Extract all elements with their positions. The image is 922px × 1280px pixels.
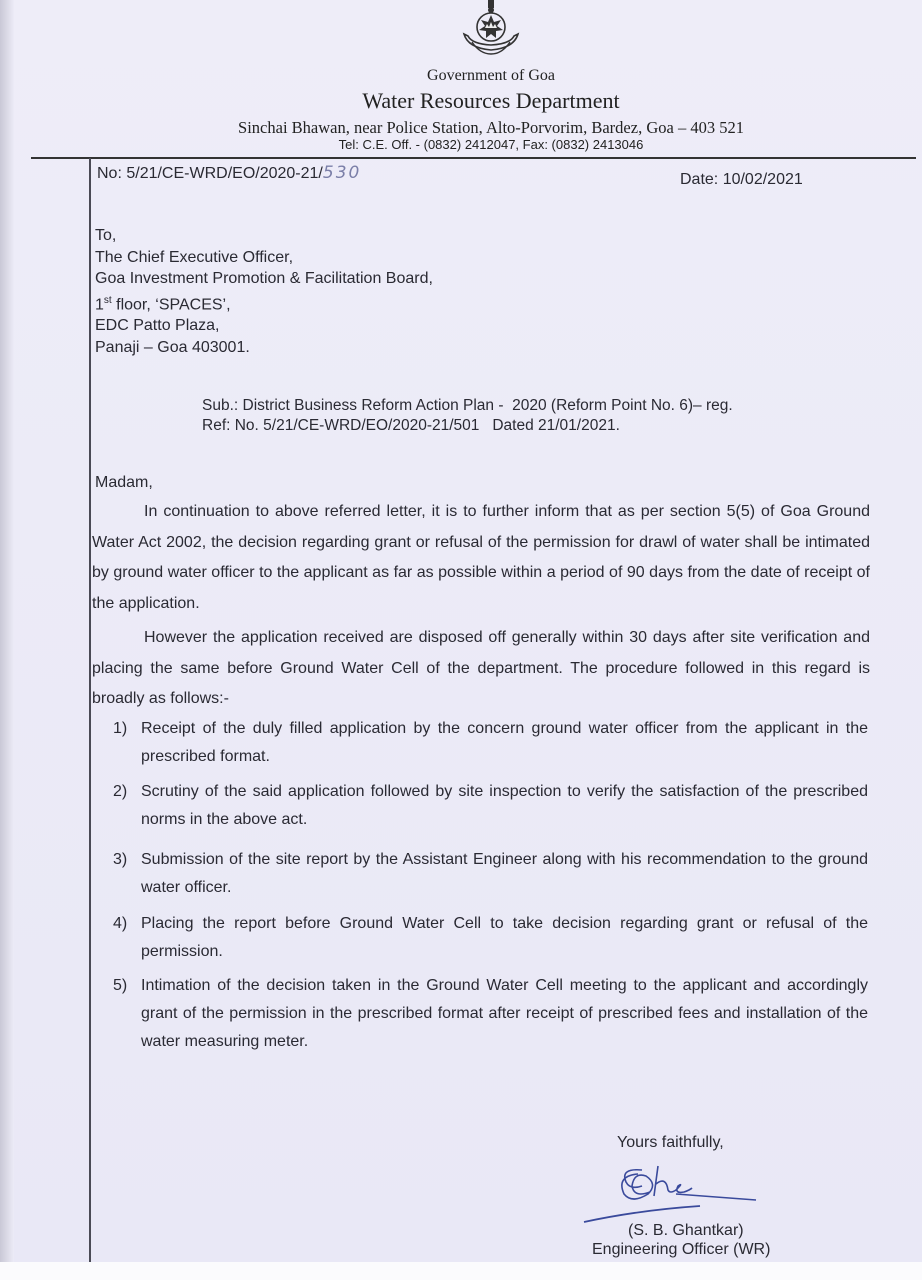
recipient-line: Goa Investment Promotion & Facilitation Board, bbox=[95, 270, 433, 287]
floor-ordinal: st bbox=[103, 294, 112, 306]
procedure-number: 1) bbox=[113, 720, 128, 737]
recipient-address bbox=[95, 225, 433, 358]
reference-number-handwritten: 530 bbox=[322, 163, 362, 183]
reference-number-prefix: No: 5/21/CE-WRD/EO/2020-21/ bbox=[97, 165, 323, 182]
recipient-to: To, bbox=[95, 227, 117, 244]
floor-number: 1 bbox=[95, 295, 104, 313]
procedure-text: Intimation of the decision taken in the Ground Water Cell meeting to the applicant and accordingly grant of the permission in the prescribed format after receipt of prescribed fees and installation of the water measuring meter. bbox=[141, 977, 868, 1050]
subject-block bbox=[202, 396, 733, 436]
paragraph-2-text: However the application received are disposed off generally within 30 days after site verification and placing the same before Ground Water Cell of the department. The procedure followed in this regard is broadly as follows:- bbox=[92, 629, 870, 707]
procedure-item bbox=[113, 715, 868, 777]
procedure-item bbox=[113, 846, 868, 908]
page-bottom-margin bbox=[0, 1262, 922, 1280]
floor-rest: floor, ‘SPACES’, bbox=[111, 295, 231, 313]
body-paragraph-1 bbox=[92, 497, 870, 619]
paragraph-1-text: In continuation to above referred letter, it is to further inform that as per section 5(5) of Goa Ground Water Act 2002, the decision regarding grant or refusal of the permission for drawl of water shall be intimated by ground water officer to the applicant as far as possible within a period of 90 days from the date of receipt of the application. bbox=[92, 503, 870, 612]
salutation: Madam, bbox=[95, 474, 153, 491]
procedure-number: 5) bbox=[113, 977, 128, 994]
procedure-number: 3) bbox=[113, 851, 128, 868]
procedure-number: 2) bbox=[113, 783, 128, 800]
procedure-number: 4) bbox=[113, 915, 128, 932]
goa-emblem-icon bbox=[458, 0, 524, 56]
page-edge-shadow bbox=[0, 0, 14, 1262]
recipient-floor bbox=[95, 290, 433, 316]
subject-reference: Ref: No. 5/21/CE-WRD/EO/2020-21/501 Dated 21/01/2021. bbox=[202, 417, 620, 434]
signatory-name: (S. B. Ghantkar) bbox=[628, 1222, 744, 1239]
margin-rule bbox=[89, 158, 91, 1262]
closing-phrase: Yours faithfully, bbox=[617, 1134, 724, 1151]
subject-line: Sub.: District Business Reform Action Plan - 2020 (Reform Point No. 6)– reg. bbox=[202, 397, 733, 414]
recipient-line: The Chief Executive Officer, bbox=[95, 248, 294, 266]
letterhead-government: Government of Goa bbox=[427, 67, 555, 84]
letterhead-department: Water Resources Department bbox=[362, 88, 620, 113]
letterhead-address: Sinchai Bhawan, near Police Station, Alto-Porvorim, Bardez, Goa – 403 521 bbox=[238, 118, 744, 137]
procedure-text: Scrutiny of the said application followed by site inspection to verify the satisfaction of the prescribed norms in the above act. bbox=[141, 783, 868, 828]
reference-number bbox=[97, 163, 361, 183]
procedure-text: Receipt of the duly filled application by the concern ground water officer from the applicant in the prescribed format. bbox=[141, 720, 868, 765]
procedure-item bbox=[113, 972, 868, 1062]
letter-date: Date: 10/02/2021 bbox=[680, 171, 803, 188]
letterhead-contact: Tel: C.E. Off. - (0832) 2412047, Fax: (0832) 2413046 bbox=[338, 137, 644, 152]
recipient-line: Panaji – Goa 403001. bbox=[95, 338, 250, 356]
procedure-text: Placing the report before Ground Water Cell to take decision regarding grant or refusal of the permission. bbox=[141, 915, 868, 960]
procedure-item bbox=[113, 910, 868, 972]
signatory-designation: Engineering Officer (WR) bbox=[592, 1241, 771, 1258]
recipient-line: EDC Patto Plaza, bbox=[95, 317, 220, 335]
body-paragraph-2 bbox=[92, 623, 870, 715]
handwritten-signature-icon bbox=[580, 1160, 770, 1230]
header-divider bbox=[31, 157, 916, 159]
procedure-text: Submission of the site report by the Assistant Engineer along with his recommendation to the ground water officer. bbox=[141, 851, 868, 896]
procedure-item bbox=[113, 778, 868, 840]
